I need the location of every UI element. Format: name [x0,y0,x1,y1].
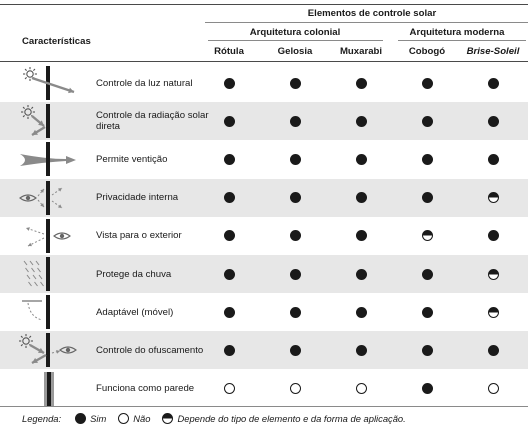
full-dot [488,78,499,89]
column-header-1: Gelosia [277,46,313,57]
column-header-2: Muxarabi [339,46,383,57]
empty-dot [290,383,301,394]
full-dot [488,154,499,165]
full-dot [422,383,433,394]
full-dot [488,345,499,356]
full-dot [224,345,235,356]
full-dot [356,269,367,280]
group-title: Elementos de controle solar [307,8,437,19]
rain-wall-icon [16,255,82,293]
full-dot [290,154,301,165]
legend-no-label: Não [133,413,151,424]
subgroup-colonial: Arquitetura colonial [249,27,341,38]
table-row [0,102,528,140]
empty-dot [356,383,367,394]
full-dot [356,307,367,318]
subgroup-rule-modern [398,40,526,41]
full-dot [224,116,235,127]
solid-wall-icon [16,370,82,408]
row-label: Funciona como parede [96,383,195,395]
header-bottom-rule [0,61,528,62]
full-dot [356,192,367,203]
row-label: Vista para o exterior [96,230,182,242]
full-dot [422,116,433,127]
full-dot [356,345,367,356]
full-dot [224,78,235,89]
table-row [0,217,528,255]
table-row [0,293,528,331]
full-dot [356,116,367,127]
full-dot [488,230,499,241]
subgroup-modern: Arquitetura moderna [409,27,505,38]
table-row [0,331,528,369]
legend-half-dot [162,413,173,424]
legend-empty-dot [118,413,129,424]
legend-title: Legenda: [22,413,62,424]
full-dot [224,269,235,280]
full-dot [422,307,433,318]
full-dot [290,192,301,203]
full-dot [422,269,433,280]
legend-item-yes [75,413,106,424]
legend-depends-label: Depende do tipo de elemento e da forma de aplicação. [177,413,406,424]
characteristics-header: Características [22,36,91,47]
sun-ray-through-wall-icon [16,64,82,102]
full-dot [224,154,235,165]
row-label: Controle do ofuscamento [96,344,204,356]
table-row [0,255,528,293]
row-label: Protege da chuva [96,268,172,280]
legend [22,413,418,424]
full-dot [488,116,499,127]
row-label: Controle da radiação solar direta [96,110,209,133]
subgroup-rule-colonial [208,40,383,41]
column-header-0: Rótula [214,46,244,57]
glare-control-icon [16,331,82,369]
sun-radiation-wall-icon [16,102,82,140]
full-dot [224,230,235,241]
column-header-4: Brise-Soleil [466,46,520,57]
legend-full-dot [75,413,86,424]
eye-blocked-wall-icon [16,179,82,217]
half-dot [488,192,499,203]
full-dot [422,78,433,89]
movable-wall-icon [16,293,82,331]
full-dot [290,78,301,89]
full-dot [356,154,367,165]
full-dot [224,307,235,318]
eye-view-out-icon [16,217,82,255]
table-row [0,140,528,178]
table-row [0,64,528,102]
full-dot [290,307,301,318]
full-dot [356,230,367,241]
empty-dot [224,383,235,394]
table-row [0,370,528,408]
row-label: Controle da luz natural [96,77,193,89]
full-dot [422,192,433,203]
group-rule [205,22,528,23]
row-label: Privacidade interna [96,192,179,204]
half-dot [488,307,499,318]
full-dot [290,230,301,241]
top-rule [0,4,528,5]
legend-item-depends [162,413,405,424]
full-dot [422,345,433,356]
column-header-3: Cobogó [408,46,446,57]
half-dot [422,230,433,241]
full-dot [422,154,433,165]
empty-dot [488,383,499,394]
table-bottom-rule [0,406,528,407]
legend-yes-label: Sim [90,413,107,424]
table-row [0,179,528,217]
full-dot [290,269,301,280]
row-label: Adaptável (móvel) [96,306,174,318]
full-dot [290,345,301,356]
full-dot [290,116,301,127]
wind-through-wall-icon [16,140,82,178]
full-dot [356,78,367,89]
row-label: Permite ventição [96,153,168,165]
legend-item-no [118,413,150,424]
half-dot [488,269,499,280]
full-dot [224,192,235,203]
